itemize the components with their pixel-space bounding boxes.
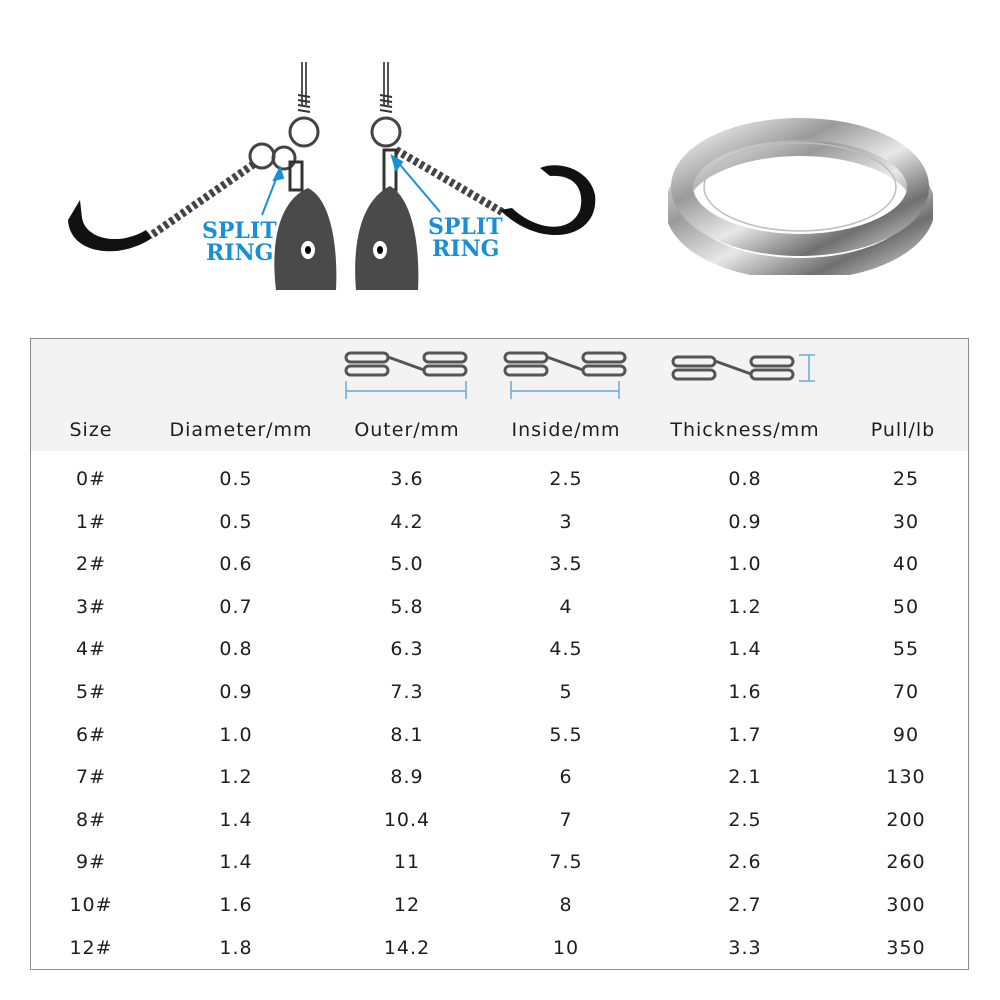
- cell-outer: 6.3: [390, 638, 424, 661]
- split-ring-label-right-line2: RING: [432, 236, 500, 262]
- cell-size: 0#: [75, 468, 107, 490]
- table-row: [31, 841, 968, 883]
- cell-thickness: 1.6: [728, 681, 762, 703]
- ring-cross-section-icon: [501, 347, 631, 407]
- cell-diameter: 0.6: [219, 553, 253, 576]
- cell-thickness: 0.9: [728, 510, 762, 533]
- column-header-thickness: Thickness/mm: [670, 419, 820, 441]
- cell-pull: 350: [886, 936, 926, 959]
- cell-pull: 300: [886, 894, 926, 916]
- cell-diameter: 1.0: [219, 723, 253, 746]
- cell-size: 9#: [75, 851, 107, 874]
- table-row: [31, 671, 968, 713]
- split-ring-label-left-line1: SPLIT: [202, 218, 277, 244]
- hook-icon: [500, 165, 595, 235]
- table-row: [31, 586, 968, 628]
- cell-diameter: 1.8: [219, 936, 253, 959]
- cell-inside: 8: [559, 894, 573, 916]
- cell-size: 12#: [69, 936, 113, 959]
- cell-pull: 55: [892, 638, 920, 661]
- column-header-outer: Outer/mm: [354, 419, 460, 441]
- ring-cross-section-icon: [669, 347, 819, 407]
- cell-outer: 5.8: [390, 595, 424, 618]
- cell-pull: 40: [892, 553, 920, 576]
- pointer-arrow-left: [262, 168, 283, 215]
- cell-size: 8#: [75, 808, 107, 831]
- column-header-inside: Inside/mm: [511, 419, 621, 441]
- cell-inside: 5.5: [549, 723, 583, 746]
- cell-pull: 30: [892, 510, 920, 533]
- split-ring-icon: [250, 118, 400, 169]
- table-row: [31, 799, 968, 841]
- cell-pull: 130: [886, 766, 926, 789]
- cell-size: 1#: [75, 510, 107, 533]
- left-leader-line: [302, 62, 306, 105]
- cell-diameter: 1.4: [219, 851, 253, 874]
- cell-thickness: 3.3: [728, 936, 762, 959]
- hook-icon: [68, 200, 152, 251]
- cell-diameter: 0.9: [219, 681, 253, 703]
- split-ring-rigging-illustration: [40, 50, 630, 290]
- cell-pull: 90: [892, 723, 920, 746]
- cell-inside: 3: [559, 510, 573, 533]
- split-ring-label-right-line1: SPLIT: [428, 214, 503, 240]
- right-assist-cord: [396, 150, 502, 212]
- left-leader-coil: [298, 95, 310, 112]
- table-row: [31, 714, 968, 756]
- cell-thickness: 2.5: [728, 808, 762, 831]
- cell-size: 7#: [75, 766, 107, 789]
- ring-cross-section-icon: [342, 347, 472, 407]
- right-leader-line: [384, 62, 388, 105]
- cell-outer: 8.9: [390, 766, 424, 789]
- cell-size: 5#: [75, 681, 107, 703]
- cell-pull: 50: [892, 595, 920, 618]
- table-row: [31, 543, 968, 585]
- cell-diameter: 1.2: [219, 766, 253, 789]
- cell-thickness: 1.7: [728, 723, 762, 746]
- cell-size: 6#: [75, 723, 107, 746]
- cell-outer: 10.4: [383, 808, 431, 831]
- cell-outer: 7.3: [390, 681, 424, 703]
- cell-diameter: 0.7: [219, 595, 253, 618]
- table-row: [31, 501, 968, 543]
- split-ring-label-left-line2: RING: [206, 240, 274, 266]
- lure-icon: [355, 150, 418, 290]
- cell-thickness: 2.7: [728, 894, 762, 916]
- cell-diameter: 1.6: [219, 894, 253, 916]
- table-row: [31, 884, 968, 926]
- cell-thickness: 2.6: [728, 851, 762, 874]
- table-row: [31, 458, 968, 500]
- table-row: [31, 628, 968, 670]
- cell-outer: 14.2: [383, 936, 431, 959]
- size-spec-table: [30, 338, 969, 970]
- cell-thickness: 0.8: [728, 468, 762, 490]
- cell-inside: 7.5: [549, 851, 583, 874]
- split-ring-product-image: [668, 115, 933, 275]
- cell-inside: 7: [559, 808, 573, 831]
- lure-icon: [274, 162, 336, 290]
- cell-pull: 200: [886, 808, 926, 831]
- cell-inside: 4.5: [549, 638, 583, 661]
- cell-inside: 6: [559, 766, 573, 789]
- cell-outer: 11: [393, 851, 421, 874]
- cell-size: 10#: [69, 894, 113, 916]
- column-header-diameter: Diameter/mm: [169, 419, 313, 441]
- table-row: [31, 756, 968, 798]
- column-header-pull: Pull/lb: [870, 419, 936, 441]
- cell-thickness: 1.0: [728, 553, 762, 576]
- cell-diameter: 0.5: [219, 510, 253, 533]
- cell-thickness: 1.4: [728, 638, 762, 661]
- cell-inside: 3.5: [549, 553, 583, 576]
- cell-size: 4#: [75, 638, 107, 661]
- cell-thickness: 2.1: [728, 766, 762, 789]
- cell-pull: 70: [892, 681, 920, 703]
- table-row: [31, 927, 968, 969]
- cell-outer: 12: [393, 894, 421, 916]
- cell-outer: 4.2: [390, 510, 424, 533]
- cell-outer: 8.1: [390, 723, 424, 746]
- cell-thickness: 1.2: [728, 595, 762, 618]
- column-header-size: Size: [69, 419, 113, 441]
- cell-diameter: 0.8: [219, 638, 253, 661]
- cell-outer: 3.6: [390, 468, 424, 490]
- cell-size: 3#: [75, 595, 107, 618]
- cell-inside: 5: [559, 681, 573, 703]
- cell-size: 2#: [75, 553, 107, 576]
- cell-inside: 2.5: [549, 468, 583, 490]
- cell-pull: 260: [886, 851, 926, 874]
- cell-inside: 10: [552, 936, 580, 959]
- cell-diameter: 0.5: [219, 468, 253, 490]
- cell-outer: 5.0: [390, 553, 424, 576]
- cell-inside: 4: [559, 595, 573, 618]
- cell-diameter: 1.4: [219, 808, 253, 831]
- right-leader-coil: [380, 95, 392, 112]
- cell-pull: 25: [892, 468, 920, 490]
